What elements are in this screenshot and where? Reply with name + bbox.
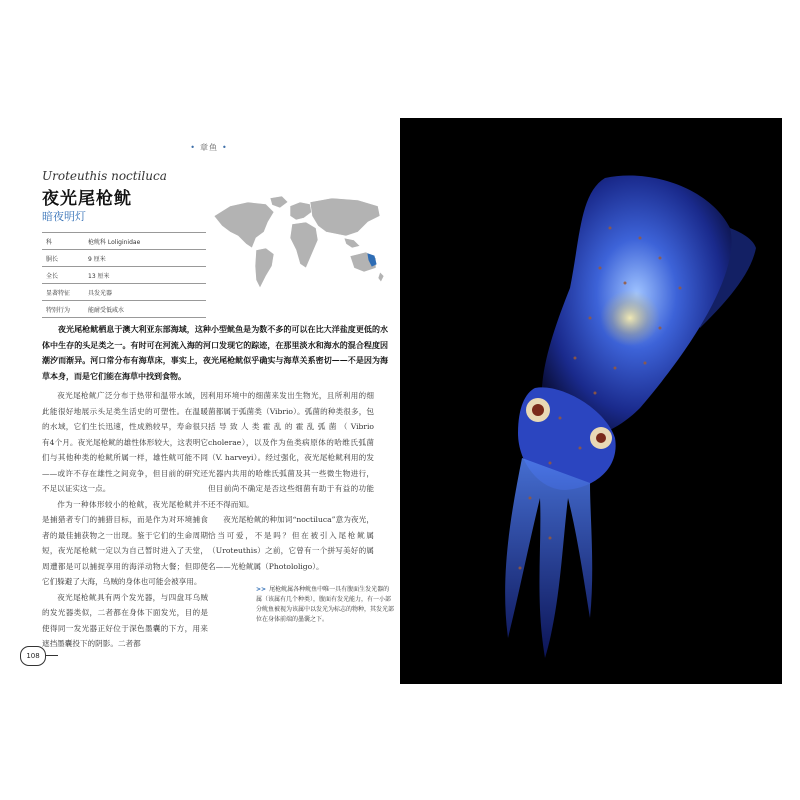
info-value: 能耐受低咸水 (84, 301, 206, 318)
photo-caption (256, 585, 394, 625)
body-paragraph: 夜光尾枪鱿广泛分布于热带和温带水域，因此能很好地展示头足类生活史的可塑性。在温暖的水域，它们生长迅速，性成熟较早，寿命很只有4个月。夜光尾枪鱿的雄性体形较大，这表明它们与其他种类的枪鱿所属一样，雄性鱿可能不同——或许不存在雄性之间竞争，但目前的研究还不足以证实这一点。 (42, 391, 208, 493)
info-row (42, 301, 206, 318)
page-number: 108 (20, 646, 46, 666)
info-key: 胴长 (42, 250, 84, 267)
info-row (42, 267, 206, 284)
squid-illustration (400, 118, 782, 684)
north-america-shape (214, 202, 274, 248)
new-zealand-shape (378, 272, 384, 282)
squid-arms (505, 458, 592, 658)
info-value: 枪鱿科 Loliginidae (84, 233, 206, 250)
species-title: 夜光尾枪鱿 (42, 189, 132, 209)
body-paragraph: 夜光尾枪鱿具有两个发光器，与四盘耳乌贼的发光器类似，二者都在身体下面发光，目的是使得同一发光器正好位于深色墨囊的下方，用来遮挡墨囊投下的阴影。二者都 (42, 592, 208, 648)
info-key: 特别行为 (42, 301, 84, 318)
right-pupil (596, 433, 606, 443)
lead-paragraph: 夜光尾枪鱿栖息于澳大利亚东部海域，这种小型鱿鱼是为数不多的可以在比大洋盐度更低的水体中生存的头足类之一。有时可在河流入海的河口发现它的踪迹，在那里淡水和海水的混合程度因潮汐而渐异。河口常分布有海草床，事实上，夜光尾枪鱿似乎确实与海草关系密切——不是因为海草本身，而是它们能在海草中找到食物。 (42, 324, 388, 381)
info-table (42, 232, 206, 318)
info-key: 全长 (42, 267, 84, 284)
europe-shape (290, 202, 312, 220)
species-subtitle: 暗夜明灯 (42, 210, 86, 223)
chapter-label: 章鱼 (200, 143, 218, 152)
chapter-header: • 章鱼 • (190, 143, 228, 152)
info-key: 显著特征 (42, 284, 84, 301)
squid-photo (400, 118, 782, 684)
body-paragraph: 利用环境中的细菌来发出生物光，且所利用的细菌都属于弧菌类（Vibrio）。弧菌的种类很多，包括导致人类霍乱的霍乱弧菌（Vibrio cholerae），以及作为鱼类病原体的哈维氏弧菌（V. harveyi）。经过强化，夜光尾枪鱿利用的发光器内共用的哈维氏弧菌及其一些微生物进行，但目前尚不确定是否这些细菌有助于有益的功能还不得而知。 (208, 391, 374, 509)
body-paragraph: 作为一种体形较小的枪鱿，夜光尾枪鱿并不是捕猎者专门的捕猎目标，而是作为对环境捕食者的最佳捕获物之一出现。鉴于它们的生命周期短，夜光尾枪鱿一定以为自己暂时进入了天堂，周遭都是可以捕捉享用的海洋动物大餐；但即使它们躲避了大海，乌贼的身体也可能会被享用。 (42, 499, 208, 586)
text-page (18, 118, 400, 684)
caption-text: 尾枪鱿属各种鱿鱼中唯一具有腹面生发光器的属（该属有几个种类），腹面有发光能力，有一小部分鱿鱼被视为该属中以发光为标志的物种，其发光部位在身体前端的墨囊之下。 (256, 586, 395, 623)
body-column-left (42, 388, 208, 652)
info-row (42, 233, 206, 250)
left-pupil (532, 404, 544, 416)
greenland-shape (270, 196, 288, 208)
info-row (42, 250, 206, 267)
body-paragraph: 夜光尾枪鱿的种加词“noctiluca”意为夜光，恰当可爱，不是吗？但在被引入尾枪鱿属（Uroteuthis）之前，它曾有一个拼写美好的属名——光枪鱿属（Photololigo）。 (208, 515, 374, 571)
body-column-right (208, 388, 374, 574)
mantle-glow (600, 290, 660, 346)
world-map-image (208, 192, 388, 292)
caption-arrow-icon: >> (256, 586, 267, 593)
info-value: 9 厘米 (84, 250, 206, 267)
south-america-shape (255, 248, 274, 288)
southeast-asia-shape (344, 238, 360, 248)
info-value: 具发光器 (84, 284, 206, 301)
info-value: 13 厘米 (84, 267, 206, 284)
info-key: 科 (42, 233, 84, 250)
africa-shape (290, 222, 318, 268)
asia-shape (310, 198, 380, 236)
latin-name: Uroteuthis noctiluca (42, 169, 167, 183)
page-number-rule (46, 655, 58, 656)
info-row (42, 284, 206, 301)
